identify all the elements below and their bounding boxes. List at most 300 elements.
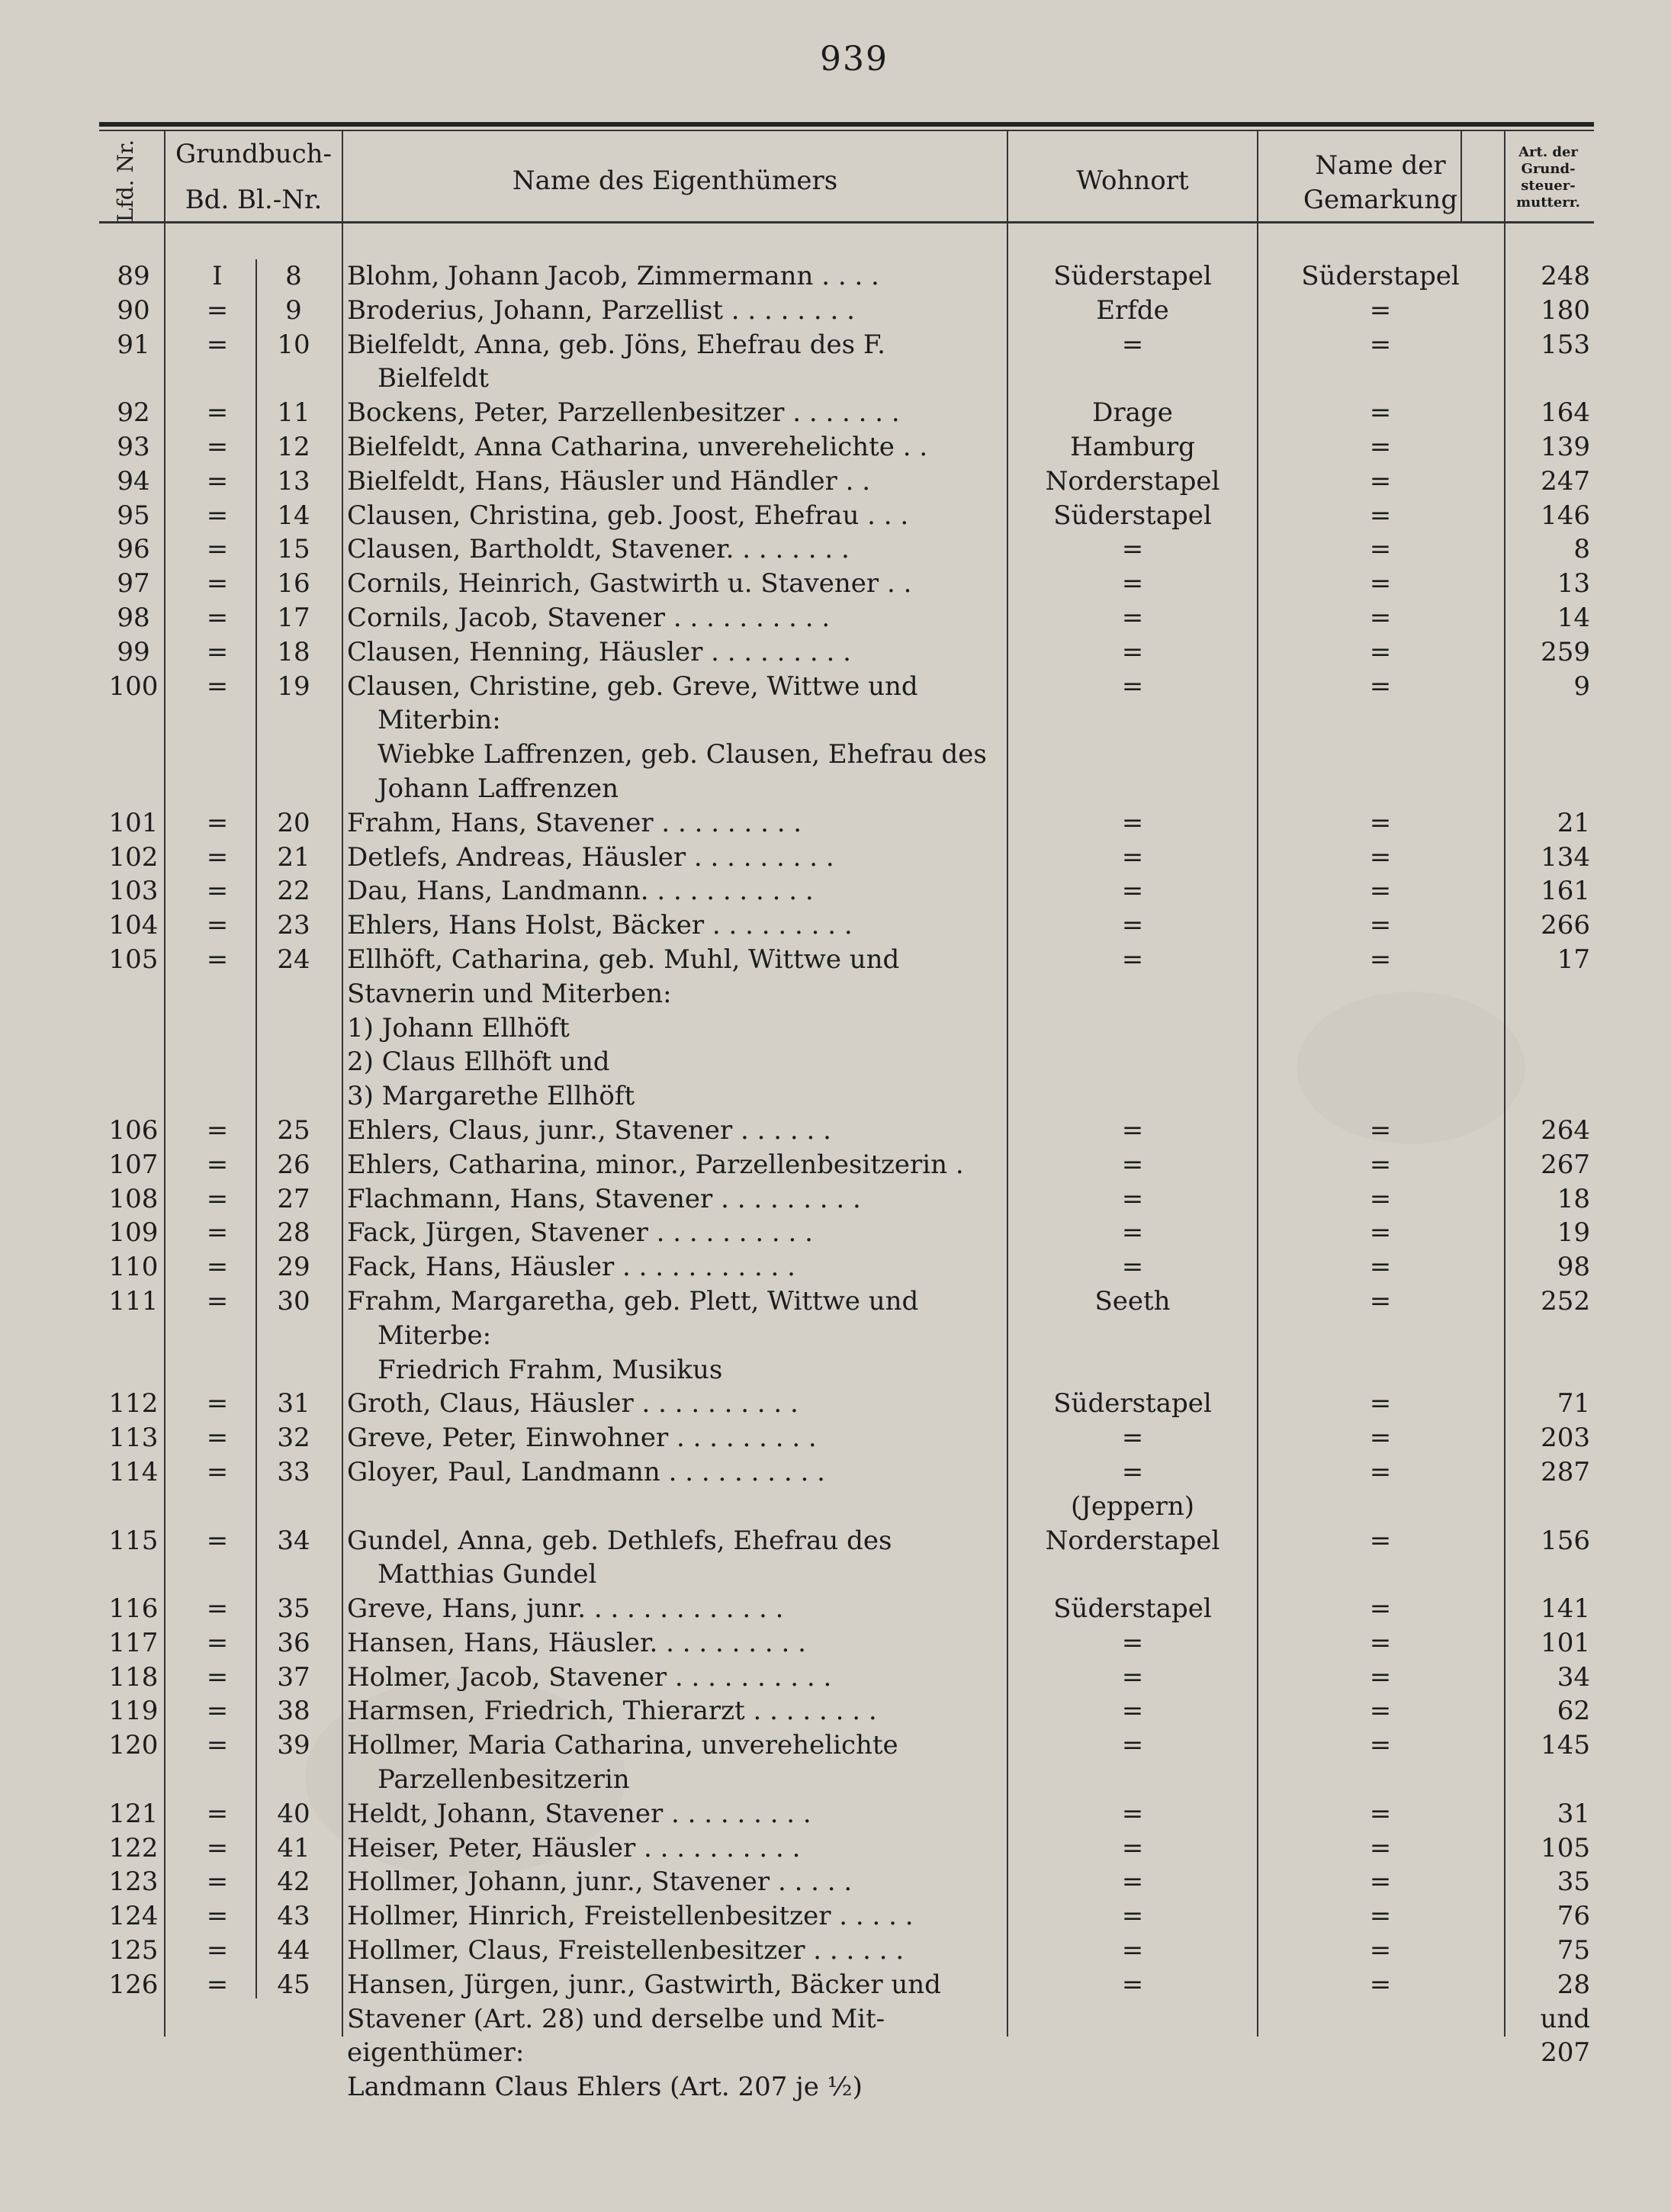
row-band: = <box>206 876 229 907</box>
row-wohnort: Süderstapel <box>1053 1388 1212 1419</box>
row-gemarkung: = <box>1369 1730 1392 1761</box>
row-owner-name <box>347 1387 1003 1421</box>
row-band: = <box>206 1593 229 1625</box>
row-wohnort: = <box>1121 1423 1144 1454</box>
row-blatt-nr: 43 <box>277 1901 310 1932</box>
owner-name-line: Heiser, Peter, Häusler . . . . . . . . . . <box>347 1832 801 1863</box>
row-lfd-nr: 104 <box>108 910 159 941</box>
owner-name-line: 2) Claus Ellhöft und <box>347 1047 610 1078</box>
row-owner-name <box>347 1592 1003 1626</box>
row-gemarkung: = <box>1369 1423 1392 1454</box>
row-band: = <box>206 1252 229 1283</box>
row-artikel: 146 <box>1541 500 1590 531</box>
row-lfd-nr: 107 <box>108 1149 159 1180</box>
row-artikel: 139 <box>1541 431 1590 462</box>
row-artikel: 264 <box>1541 1114 1590 1146</box>
row-owner-name <box>347 1216 1003 1250</box>
row-wohnort: = <box>1121 1661 1144 1693</box>
header-bd-bl: Bd. Bl.-Nr. <box>185 185 323 215</box>
page-number: 939 <box>820 40 889 79</box>
row-wohnort: = <box>1121 1935 1144 1966</box>
row-owner-name <box>347 1831 1003 1866</box>
row-artikel: 13 <box>1557 568 1590 600</box>
row-blatt-nr: 18 <box>277 636 310 667</box>
row-lfd-nr: 117 <box>108 1627 159 1658</box>
owner-name-line: Hansen, Hans, Häusler. . . . . . . . . . <box>347 1627 806 1658</box>
owner-name-line: Stavener (Art. 28) und derselbe und Mit- <box>347 2003 885 2034</box>
row-blatt-nr: 26 <box>277 1149 310 1180</box>
header-gemarkung-1: Name der <box>1315 150 1446 181</box>
table-row <box>0 1968 1671 2104</box>
owner-name-line: Bielfeldt, Anna, geb. Jöns, Ehefrau des F. <box>347 329 885 360</box>
row-artikel: 17 <box>1557 944 1590 975</box>
row-blatt-nr: 30 <box>277 1285 310 1317</box>
row-wohnort: = <box>1121 1798 1144 1829</box>
table-row <box>0 601 1671 635</box>
row-owner-name <box>347 1934 1003 1968</box>
row-wohnort: = <box>1121 329 1144 360</box>
row-blatt-nr: 33 <box>277 1456 310 1487</box>
row-lfd-nr: 113 <box>108 1423 159 1454</box>
owner-name-line: Heldt, Johann, Stavener . . . . . . . . . <box>347 1798 811 1829</box>
row-owner-name <box>347 601 1003 635</box>
table-row <box>0 567 1671 601</box>
owner-name-line: Groth, Claus, Häusler . . . . . . . . . . <box>347 1388 799 1419</box>
row-blatt-nr: 14 <box>277 500 310 531</box>
row-artikel: 203 <box>1541 1423 1590 1454</box>
row-artikel: 8 <box>1573 534 1590 565</box>
table-row <box>0 1284 1671 1387</box>
row-artikel: 75 <box>1557 1935 1590 1966</box>
table-top-rule <box>99 122 1594 127</box>
owner-name-line: Ellhöft, Catharina, geb. Muhl, Wittwe und <box>347 944 900 975</box>
row-blatt-nr: 41 <box>277 1832 310 1863</box>
table-row <box>0 1490 1671 1592</box>
row-artikel: 161 <box>1541 876 1590 907</box>
row-band: = <box>206 1627 229 1658</box>
row-lfd-nr: 116 <box>108 1593 159 1625</box>
row-band: = <box>206 1149 229 1180</box>
header-grundbuch: Grundbuch- <box>175 139 333 169</box>
row-artikel: 28 <box>1557 1969 1590 2000</box>
row-wohnort: = <box>1121 1901 1144 1932</box>
row-blatt-nr: 32 <box>277 1423 310 1454</box>
row-lfd-nr: 90 <box>117 294 150 326</box>
row-blatt-nr: 24 <box>277 944 310 975</box>
table-row <box>0 806 1671 841</box>
row-band: I <box>212 261 223 291</box>
row-artikel-extra: 207 <box>1541 2037 1590 2069</box>
row-lfd-nr: 110 <box>108 1252 159 1283</box>
owner-name-line: Bielfeldt, Anna Catharina, unverehelichte . . <box>347 431 928 462</box>
row-blatt-nr: 38 <box>277 1696 310 1727</box>
table-row <box>0 1694 1671 1728</box>
row-owner-name <box>347 1284 1003 1387</box>
row-wohnort: Seeth <box>1094 1285 1171 1317</box>
row-band: = <box>206 602 229 633</box>
row-blatt-nr: 11 <box>277 397 310 429</box>
row-band: = <box>206 294 229 326</box>
row-blatt-nr: 23 <box>277 910 310 941</box>
row-owner-name <box>347 1114 1003 1148</box>
owner-name-line: Clausen, Christine, geb. Greve, Wittwe und <box>347 670 918 702</box>
owner-name-line: Gloyer, Paul, Landmann . . . . . . . . . . <box>347 1456 825 1487</box>
row-band: = <box>206 1388 229 1419</box>
row-gemarkung: = <box>1369 944 1392 975</box>
row-blatt-nr: 28 <box>277 1217 310 1249</box>
row-artikel: 267 <box>1541 1149 1590 1180</box>
row-gemarkung: = <box>1369 1114 1392 1146</box>
row-owner-name <box>347 567 1003 601</box>
row-blatt-nr: 13 <box>277 465 310 497</box>
row-wohnort: = <box>1121 1217 1144 1249</box>
header-wohnort: Wohnort <box>1076 166 1189 196</box>
row-gemarkung: = <box>1369 1935 1392 1966</box>
row-wohnort: = <box>1121 944 1144 975</box>
owner-name-line: Greve, Peter, Einwohner . . . . . . . . . <box>347 1423 817 1454</box>
row-band: = <box>206 1798 229 1829</box>
row-artikel: 266 <box>1541 910 1590 941</box>
row-blatt-nr: 35 <box>277 1593 310 1625</box>
owner-name-line: Bielfeldt <box>378 363 489 394</box>
row-owner-name <box>347 1148 1003 1182</box>
row-blatt-nr: 22 <box>277 876 310 907</box>
row-artikel: 141 <box>1541 1593 1590 1625</box>
owner-name-line: Blohm, Johann Jacob, Zimmermann . . . . <box>347 261 879 291</box>
row-blatt-nr: 19 <box>277 670 310 702</box>
row-wohnort: = <box>1121 1832 1144 1863</box>
row-wohnort: = <box>1121 568 1144 600</box>
table-row <box>0 1592 1671 1626</box>
owner-name-line: Landmann Claus Ehlers (Art. 207 je ½) <box>347 2072 863 2103</box>
row-wohnort: = <box>1121 1866 1144 1898</box>
table-row <box>0 1831 1671 1866</box>
row-lfd-nr: 122 <box>108 1832 159 1863</box>
row-gemarkung: = <box>1369 465 1392 497</box>
owner-name-line: Detlefs, Andreas, Häusler . . . . . . . . . <box>347 841 834 873</box>
row-gemarkung: = <box>1369 1627 1392 1658</box>
table-row <box>0 635 1671 670</box>
row-blatt-nr: 37 <box>277 1661 310 1693</box>
row-owner-name <box>347 841 1003 875</box>
row-owner-name <box>347 1797 1003 1831</box>
owner-name-line: Clausen, Christina, geb. Joost, Ehefrau . . . <box>347 500 909 531</box>
owner-name-line: Parzellenbesitzerin <box>378 1764 630 1796</box>
row-lfd-nr: 111 <box>108 1285 159 1317</box>
header-name: Name des Eigenthümers <box>512 166 838 196</box>
row-wohnort: = <box>1121 534 1144 565</box>
row-lfd-nr: 91 <box>117 329 150 360</box>
row-band: = <box>206 329 229 360</box>
row-gemarkung: = <box>1369 397 1392 429</box>
row-owner-name <box>347 294 1003 328</box>
row-band: = <box>206 431 229 462</box>
row-artikel: 18 <box>1557 1183 1590 1214</box>
row-owner-name <box>347 1182 1003 1217</box>
row-wohnort: = <box>1121 1696 1144 1727</box>
row-owner-name <box>347 396 1003 430</box>
table-row <box>0 1387 1671 1421</box>
row-band: = <box>206 1217 229 1249</box>
row-wohnort: = <box>1121 1969 1144 2000</box>
row-owner-name <box>347 1250 1003 1284</box>
row-band: = <box>206 1969 229 2000</box>
owner-name-line: Fack, Jürgen, Stavener . . . . . . . . . . <box>347 1217 813 1249</box>
row-owner-name <box>347 670 1003 806</box>
row-band: = <box>206 1114 229 1146</box>
row-band: = <box>206 500 229 531</box>
table-row <box>0 1797 1671 1831</box>
row-lfd-nr: 89 <box>117 261 150 291</box>
row-owner-name <box>347 1865 1003 1899</box>
row-owner-name <box>347 1968 1003 2104</box>
row-owner-name <box>347 532 1003 567</box>
row-band: = <box>206 944 229 975</box>
owner-name-line: Hollmer, Claus, Freistellenbesitzer . . . . . . <box>347 1935 905 1966</box>
row-artikel: 180 <box>1541 294 1590 326</box>
row-blatt-nr: 16 <box>277 568 310 600</box>
header-art-2: Grund- <box>1521 161 1576 177</box>
table-row <box>0 259 1671 294</box>
row-artikel: 153 <box>1541 329 1590 360</box>
row-wohnort: Norderstapel <box>1045 465 1220 497</box>
row-artikel: 101 <box>1541 1627 1590 1658</box>
table-row <box>0 1661 1671 1695</box>
table-row <box>0 1148 1671 1182</box>
row-gemarkung: = <box>1369 534 1392 565</box>
row-wohnort: = <box>1121 1456 1144 1487</box>
table-row <box>0 1455 1671 1490</box>
row-wohnort: Erfde <box>1096 294 1169 326</box>
owner-name-line: Ehlers, Claus, junr., Stavener . . . . . . <box>347 1114 831 1146</box>
row-lfd-nr: 105 <box>108 944 159 975</box>
owner-name-line: Bockens, Peter, Parzellenbesitzer . . . . . . . <box>347 397 900 429</box>
row-wohnort: = <box>1121 1183 1144 1214</box>
row-artikel: 105 <box>1541 1832 1590 1863</box>
row-band: = <box>206 568 229 600</box>
row-owner-name <box>347 1524 1003 1593</box>
row-owner-name <box>347 874 1003 908</box>
table-row <box>0 430 1671 465</box>
row-blatt-nr: 34 <box>277 1525 310 1556</box>
row-gemarkung: = <box>1369 1661 1392 1693</box>
table-row <box>0 1182 1671 1217</box>
row-artikel: 145 <box>1541 1730 1590 1761</box>
row-lfd-nr: 114 <box>108 1456 159 1487</box>
row-blatt-nr: 27 <box>277 1183 310 1214</box>
table-row <box>0 874 1671 908</box>
row-lfd-nr: 100 <box>108 670 159 702</box>
row-blatt-nr: 31 <box>277 1388 310 1419</box>
owner-name-line: Johann Laffrenzen <box>378 773 619 804</box>
row-wohnort: = <box>1121 670 1144 702</box>
row-wohnort: = <box>1121 807 1144 838</box>
row-wohnort: = <box>1121 841 1144 873</box>
row-blatt-nr: 36 <box>277 1627 310 1658</box>
row-band: = <box>206 1423 229 1454</box>
owner-name-line: Holmer, Jacob, Stavener . . . . . . . . . . <box>347 1661 832 1693</box>
row-artikel: 248 <box>1541 261 1590 291</box>
row-gemarkung: = <box>1369 841 1392 873</box>
row-blatt-nr: 20 <box>277 807 310 838</box>
row-artikel-extra: und <box>1540 2003 1590 2034</box>
table-row <box>0 396 1671 430</box>
row-gemarkung: = <box>1369 1456 1392 1487</box>
row-lfd-nr: 92 <box>117 397 150 429</box>
header-art-4: mutterr. <box>1516 195 1580 211</box>
row-band: = <box>206 1935 229 1966</box>
owner-name-line: eigenthümer: <box>347 2037 525 2069</box>
owner-name-line: Fack, Hans, Häusler . . . . . . . . . . . <box>347 1252 795 1283</box>
row-lfd-nr: 106 <box>108 1114 159 1146</box>
row-lfd-nr: 112 <box>108 1388 159 1419</box>
row-owner-name <box>347 1728 1003 1797</box>
table-row <box>0 1216 1671 1250</box>
owner-name-line: Dau, Hans, Landmann. . . . . . . . . . . <box>347 876 814 907</box>
table-row <box>0 499 1671 533</box>
row-gemarkung: = <box>1369 1388 1392 1419</box>
table-row <box>0 1421 1671 1455</box>
row-gemarkung: = <box>1369 1798 1392 1829</box>
row-wohnort: = <box>1121 1627 1144 1658</box>
owner-name-line: Hollmer, Maria Catharina, unverehelichte <box>347 1730 898 1761</box>
row-gemarkung: = <box>1369 1696 1392 1727</box>
table-row <box>0 1899 1671 1934</box>
row-blatt-nr: 44 <box>277 1935 310 1966</box>
row-gemarkung: = <box>1369 1593 1392 1625</box>
row-lfd-nr: 93 <box>117 431 150 462</box>
row-wohnort: = <box>1121 636 1144 667</box>
table-row <box>0 1626 1671 1661</box>
row-blatt-nr: 25 <box>277 1114 310 1146</box>
row-gemarkung: = <box>1369 329 1392 360</box>
row-gemarkung: = <box>1369 1832 1392 1863</box>
row-lfd-nr: 126 <box>108 1969 159 2000</box>
row-owner-name <box>347 806 1003 841</box>
row-owner-name <box>347 1626 1003 1661</box>
row-wohnort: Hamburg <box>1070 431 1195 462</box>
row-wohnort: Süderstapel <box>1053 500 1212 531</box>
header-gemarkung-2: Gemarkung <box>1303 185 1458 215</box>
row-wohnort-note: (Jeppern) <box>1070 1490 1195 1522</box>
row-gemarkung: = <box>1369 602 1392 633</box>
row-gemarkung: = <box>1369 636 1392 667</box>
row-band: = <box>206 636 229 667</box>
row-gemarkung: = <box>1369 568 1392 600</box>
row-wohnort: Norderstapel <box>1045 1525 1220 1556</box>
row-gemarkung: = <box>1369 910 1392 941</box>
row-blatt-nr: 12 <box>277 431 310 462</box>
row-wohnort: Süderstapel <box>1053 1593 1212 1625</box>
header-lfd: Lfd. Nr. <box>113 139 138 223</box>
row-gemarkung: = <box>1369 294 1392 326</box>
owner-name-line: Cornils, Jacob, Stavener . . . . . . . . . . <box>347 602 831 633</box>
row-owner-name <box>347 259 1003 294</box>
owner-name-line: 3) Margarethe Ellhöft <box>347 1081 635 1112</box>
row-lfd-nr: 118 <box>108 1661 159 1693</box>
row-gemarkung: = <box>1369 1285 1392 1317</box>
row-artikel: 9 <box>1573 670 1590 702</box>
row-band: = <box>206 1285 229 1317</box>
row-lfd-nr: 125 <box>108 1935 159 1966</box>
table-row <box>0 294 1671 328</box>
owner-name-line: Cornils, Heinrich, Gastwirth u. Stavener . . <box>347 568 912 600</box>
row-band: = <box>206 1696 229 1727</box>
row-lfd-nr: 103 <box>108 876 159 907</box>
row-blatt-nr: 9 <box>285 294 302 326</box>
row-blatt-nr: 45 <box>277 1969 310 2000</box>
row-artikel: 247 <box>1541 465 1590 497</box>
owner-name-line: Ehlers, Catharina, minor., Parzellenbesitzerin . <box>347 1149 964 1180</box>
row-artikel: 252 <box>1541 1285 1590 1317</box>
row-artikel: 76 <box>1557 1901 1590 1932</box>
row-artikel: 34 <box>1557 1661 1590 1693</box>
row-band: = <box>206 1183 229 1214</box>
row-lfd-nr: 108 <box>108 1183 159 1214</box>
row-blatt-nr: 17 <box>277 602 310 633</box>
row-blatt-nr: 15 <box>277 534 310 565</box>
row-lfd-nr: 94 <box>117 465 150 497</box>
row-band: = <box>206 465 229 497</box>
table-row <box>0 1728 1671 1797</box>
row-artikel: 14 <box>1557 602 1590 633</box>
row-blatt-nr: 42 <box>277 1866 310 1898</box>
row-wohnort: = <box>1121 602 1144 633</box>
row-lfd-nr: 124 <box>108 1901 159 1932</box>
row-owner-name <box>347 1421 1003 1455</box>
row-owner-name <box>347 1661 1003 1695</box>
row-wohnort: = <box>1121 1149 1144 1180</box>
row-blatt-nr: 8 <box>285 261 302 291</box>
table-row <box>0 1114 1671 1148</box>
row-gemarkung: = <box>1369 1149 1392 1180</box>
row-blatt-nr: 39 <box>277 1730 310 1761</box>
row-gemarkung: = <box>1369 876 1392 907</box>
row-blatt-nr: 10 <box>277 329 310 360</box>
owner-name-line: Harmsen, Friedrich, Thierarzt . . . . . . . . <box>347 1696 877 1727</box>
row-lfd-nr: 123 <box>108 1866 159 1898</box>
row-artikel: 98 <box>1557 1252 1590 1283</box>
header-art-3: steuer- <box>1521 178 1576 194</box>
row-owner-name <box>347 908 1003 943</box>
table-row <box>0 670 1671 806</box>
row-band: = <box>206 1832 229 1863</box>
row-lfd-nr: 96 <box>117 534 150 565</box>
header-art-1: Art. der <box>1518 144 1578 160</box>
row-gemarkung: = <box>1369 500 1392 531</box>
table-row <box>0 1865 1671 1899</box>
owner-name-line: Friedrich Frahm, Musikus <box>378 1354 723 1385</box>
owner-name-line: Wiebke Laffrenzen, geb. Clausen, Ehefrau des <box>378 739 987 770</box>
row-artikel: 31 <box>1557 1798 1590 1829</box>
row-band: = <box>206 534 229 565</box>
row-lfd-nr: 99 <box>117 636 150 667</box>
row-wohnort: = <box>1121 910 1144 941</box>
row-artikel: 259 <box>1541 636 1590 667</box>
row-gemarkung: = <box>1369 670 1392 702</box>
row-gemarkung: = <box>1369 431 1392 462</box>
owner-name-line: Flachmann, Hans, Stavener . . . . . . . . . <box>347 1183 861 1214</box>
row-owner-name <box>347 1899 1003 1934</box>
owner-name-line: Hollmer, Hinrich, Freistellenbesitzer . . . . . <box>347 1901 914 1932</box>
row-lfd-nr: 97 <box>117 568 150 600</box>
table-row <box>0 465 1671 499</box>
row-artikel: 35 <box>1557 1866 1590 1898</box>
row-lfd-nr: 102 <box>108 841 159 873</box>
table-row <box>0 328 1671 397</box>
row-blatt-nr: 21 <box>277 841 310 873</box>
header-bottom-rule <box>99 221 1594 223</box>
